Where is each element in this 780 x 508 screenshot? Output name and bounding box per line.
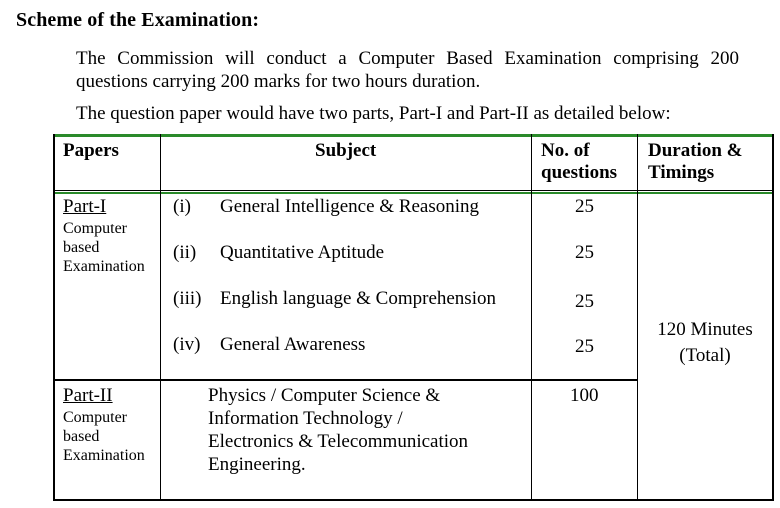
- part2-desc-1: Computer: [63, 409, 127, 426]
- header-subject: Subject: [315, 140, 377, 161]
- table-top-border: [53, 134, 774, 137]
- part2-questions: 100: [570, 385, 599, 406]
- header-questions-line2: questions: [541, 162, 618, 183]
- part1-desc-2: based: [63, 239, 100, 256]
- subject-name-4: General Awareness: [220, 334, 366, 355]
- part1-title: Part-I: [63, 196, 107, 217]
- header-duration-line1: Duration &: [648, 140, 743, 161]
- part2-subject-1: Physics / Computer Science &: [208, 385, 441, 406]
- subject-questions-3: 25: [575, 291, 594, 312]
- col-line-2: [531, 134, 532, 501]
- part2-subject-4: Engineering.: [208, 454, 306, 475]
- part1-desc-1: Computer: [63, 220, 127, 237]
- header-duration-line2: Timings: [648, 162, 715, 183]
- subject-questions-1: 25: [575, 196, 594, 217]
- header-papers: Papers: [63, 140, 119, 161]
- part2-subject-2: Information Technology /: [208, 408, 403, 429]
- page-heading: Scheme of the Examination:: [16, 9, 260, 31]
- part2-desc-2: based: [63, 428, 100, 445]
- part2-desc-3: Examination: [63, 447, 145, 464]
- intro-paragraph-1: The Commission will conduct a Computer Based Examination comprising 200 questions carrying 200 marks for two hours duration.: [76, 48, 739, 92]
- col-line-4: [772, 134, 774, 501]
- col-line-1: [160, 134, 161, 501]
- subject-name-3: English language & Comprehension: [220, 288, 496, 309]
- col-line-3: [637, 134, 638, 501]
- col-line-0: [53, 134, 55, 501]
- part1-desc-3: Examination: [63, 258, 145, 275]
- subject-questions-2: 25: [575, 242, 594, 263]
- header-questions-line1: No. of: [541, 140, 590, 161]
- table-bottom-border: [53, 499, 774, 501]
- subject-index-4: (iv): [173, 334, 201, 355]
- subject-questions-4: 25: [575, 336, 594, 357]
- part2-subject-3: Electronics & Telecommunication: [208, 431, 469, 452]
- part-divider: [53, 379, 638, 381]
- subject-index-1: (i): [173, 196, 191, 217]
- subject-name-2: Quantitative Aptitude: [220, 242, 385, 263]
- subject-name-1: General Intelligence & Reasoning: [220, 196, 480, 217]
- header-divider-green: [53, 192, 774, 194]
- header-divider: [53, 190, 774, 191]
- duration-line1: 120 Minutes: [657, 319, 753, 340]
- duration-line2: (Total): [679, 345, 731, 366]
- part2-title: Part-II: [63, 385, 113, 406]
- subject-index-2: (ii): [173, 242, 197, 263]
- subject-index-3: (iii): [173, 288, 202, 309]
- intro-paragraph-2: The question paper would have two parts, Part-I and Part-II as detailed below:: [76, 103, 671, 124]
